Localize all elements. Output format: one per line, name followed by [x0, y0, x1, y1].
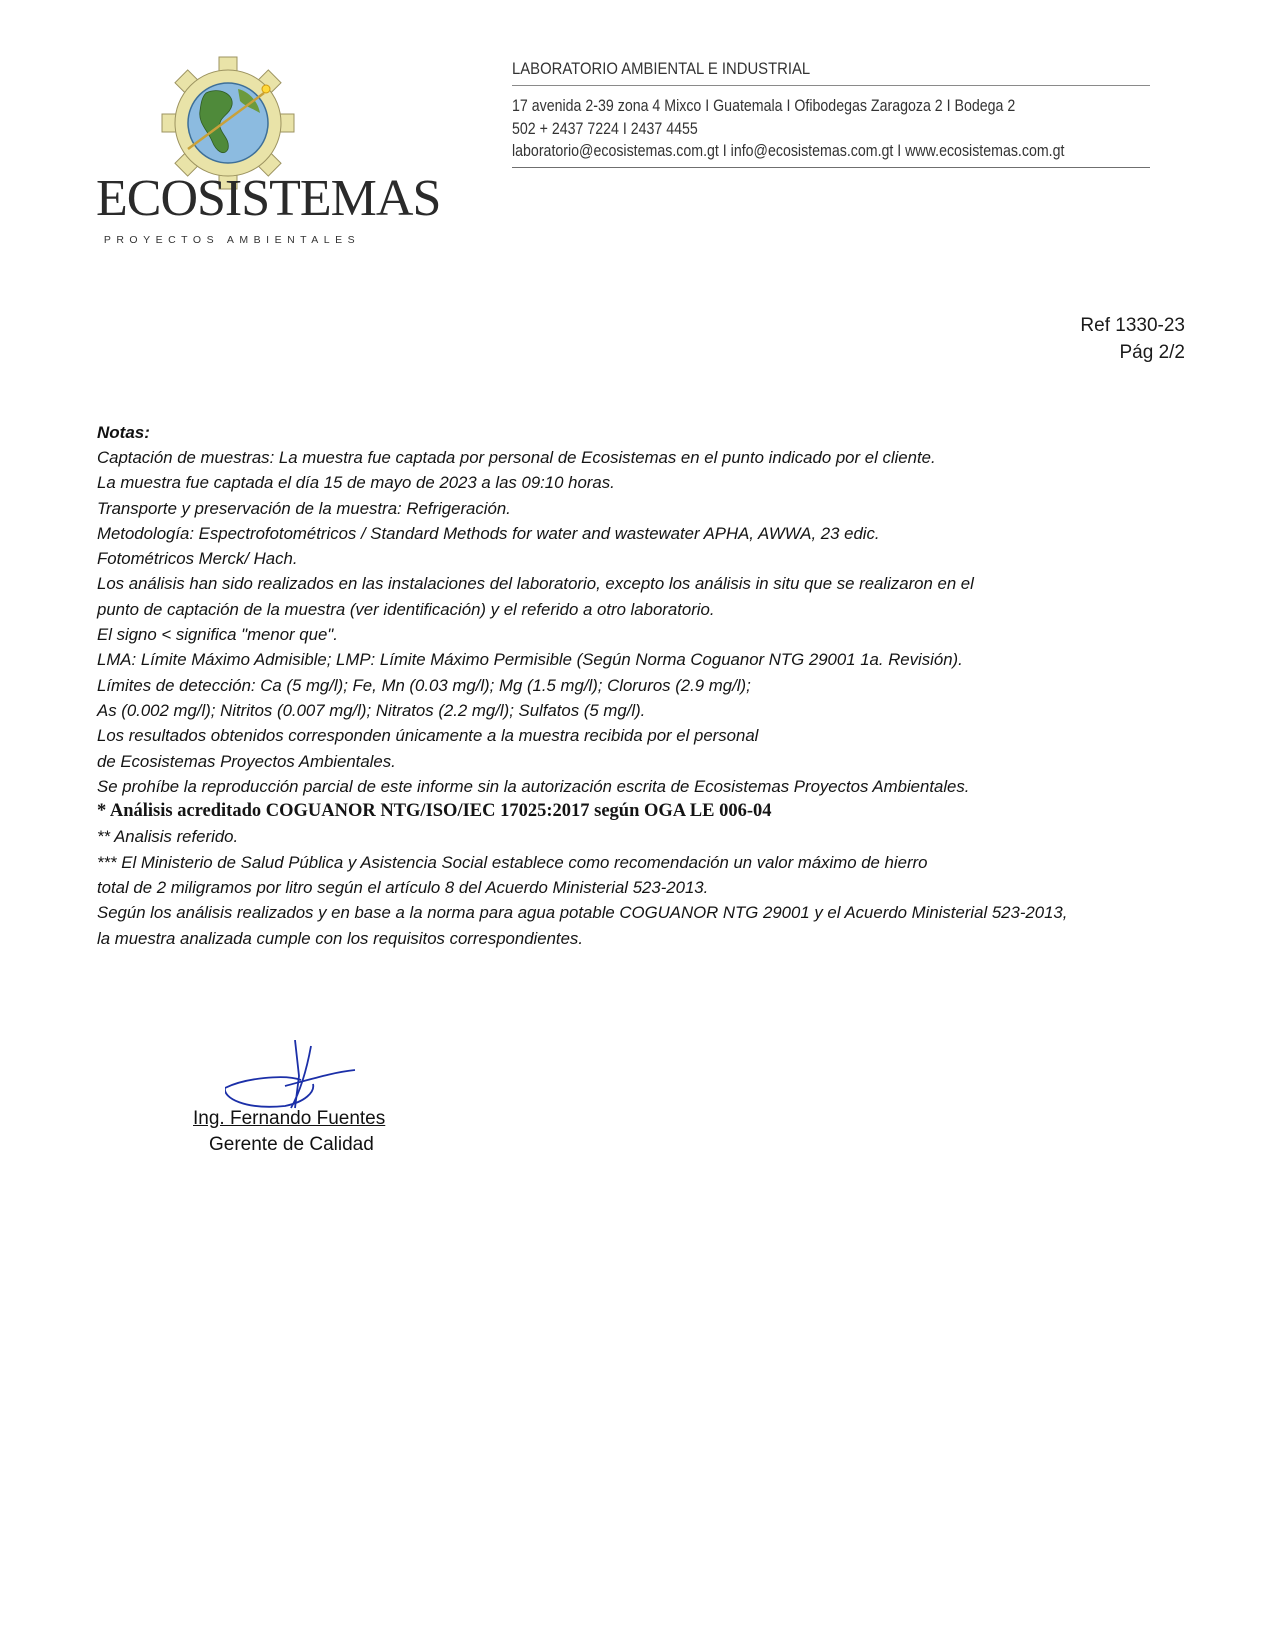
lab-contact: laboratorio@ecosistemas.com.gt I info@ecosistemas.com.gt I www.ecosistemas.com.gt	[512, 142, 1065, 160]
notes-title: Notas:	[97, 423, 150, 442]
note-line: *** El Ministerio de Salud Pública y Asistencia Social establece como recomendación un valor máximo de hierro	[97, 852, 928, 872]
note-line: El signo < significa "menor que".	[97, 625, 338, 645]
note-line: punto de captación de la muestra (ver identificación) y el referido a otro laboratorio.	[97, 599, 715, 619]
lab-address: 17 avenida 2-39 zona 4 Mixco I Guatemala I Ofibodegas Zaragoza 2 I Bodega 2	[512, 97, 1016, 115]
signer-name: Ing. Fernando Fuentes	[193, 1108, 386, 1129]
note-line: ** Analisis referido.	[97, 827, 239, 847]
note-line: Límites de detección: Ca (5 mg/l); Fe, Mn (0.03 mg/l); Mg (1.5 mg/l); Cloruros (2.9 mg/l);	[97, 675, 751, 695]
note-line: total de 2 miligramos por litro según el artículo 8 del Acuerdo Ministerial 523-2013.	[97, 878, 709, 898]
signature-block	[185, 1040, 435, 1160]
company-logo	[96, 55, 441, 246]
lab-title: LABORATORIO AMBIENTAL E INDUSTRIAL	[512, 60, 811, 78]
notes-section	[97, 421, 1197, 951]
note-line: Metodología: Espectrofotométricos / Standard Methods for water and wastewater APHA, AWWA, 23 edic.	[97, 523, 880, 543]
lab-header	[512, 60, 1150, 168]
note-line: Transporte y preservación de la muestra: Refrigeración.	[97, 498, 511, 518]
document-reference	[1080, 312, 1185, 366]
note-line: Se prohíbe la reproducción parcial de este informe sin la autorización escrita de Ecosistemas Proyectos Ambientales.	[97, 776, 970, 796]
brand-name: ECOSISTEMAS	[96, 170, 441, 227]
ref-number: Ref 1330-23	[1080, 315, 1185, 336]
note-line: Según los análisis realizados y en base a la norma para agua potable COGUANOR NTG 29001 y el Acuerdo Ministerial 523-2013,	[97, 903, 1068, 923]
note-line: Los resultados obtenidos corresponden únicamente a la muestra recibida por el personal	[97, 726, 759, 746]
note-line: Captación de muestras: La muestra fue captada por personal de Ecosistemas en el punto indicado por el cliente.	[97, 448, 936, 467]
note-line: Fotométricos Merck/ Hach.	[97, 549, 298, 569]
brand-tagline: PROYECTOS AMBIENTALES	[103, 234, 361, 246]
page-number: Pág 2/2	[1119, 342, 1185, 363]
signer-title: Gerente de Calidad	[209, 1134, 374, 1155]
note-line: de Ecosistemas Proyectos Ambientales.	[97, 751, 396, 771]
lab-phones: 502 + 2437 7224 I 2437 4455	[512, 119, 698, 138]
note-line: la muestra analizada cumple con los requisitos correspondientes.	[97, 928, 583, 948]
note-line: LMA: Límite Máximo Admisible; LMP: Límite Máximo Permisible (Según Norma Coguanor NTG 29001 1a. Revisión).	[97, 650, 963, 670]
header-divider-bottom	[512, 167, 1150, 168]
note-line: La muestra fue captada el día 15 de mayo de 2023 a las 09:10 horas.	[97, 473, 615, 493]
note-line: As (0.002 mg/l); Nitritos (0.007 mg/l); Nitratos (2.2 mg/l); Sulfatos (5 mg/l).	[97, 700, 646, 720]
accreditation-note: * Análisis acreditado COGUANOR NTG/ISO/IEC 17025:2017 según OGA LE 006-04	[97, 801, 772, 822]
note-line: Los análisis han sido realizados en las instalaciones del laboratorio, excepto los análisis in situ que se realizaron en el	[97, 574, 974, 594]
